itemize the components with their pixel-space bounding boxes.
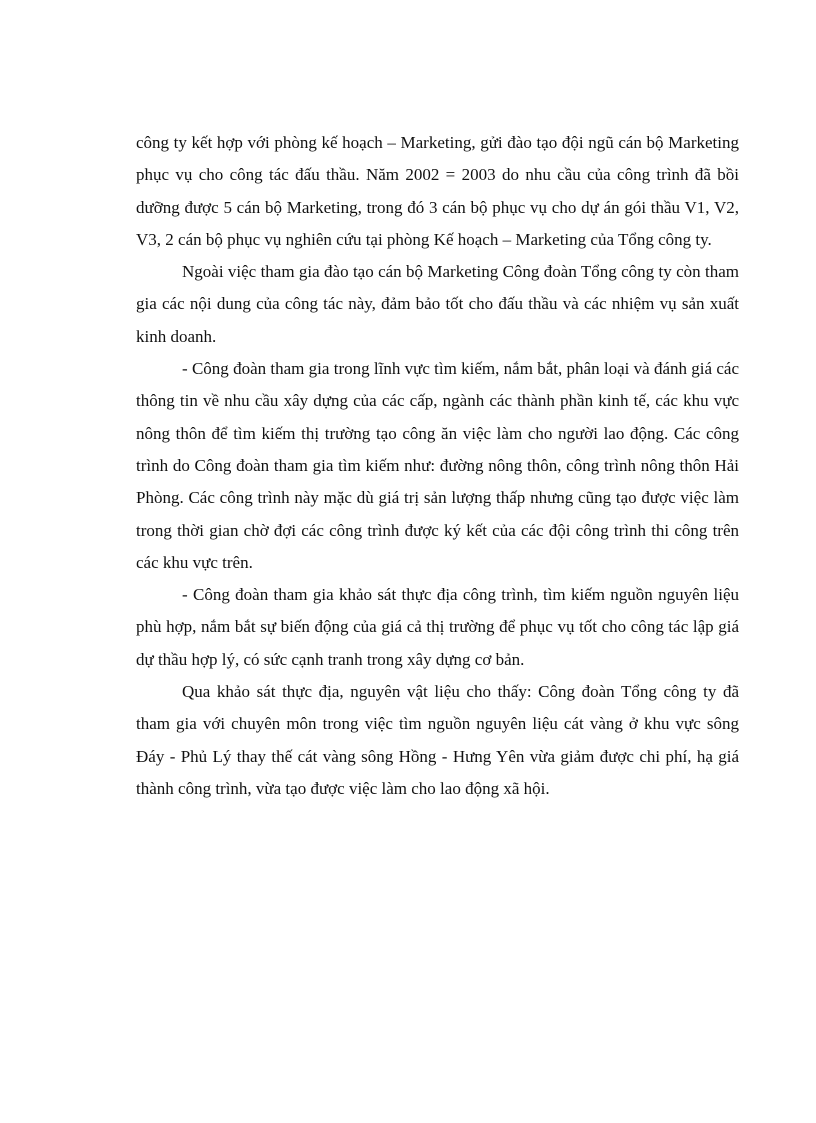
paragraph-site-survey: - Công đoàn tham gia khảo sát thực địa công trình, tìm kiếm nguồn nguyên liệu phù hợp, nắm bắt sự biến động của giá cả thị trường để phục vụ tốt cho công tác lập giá dự thầu hợp lý, có sức cạnh tranh trong xây dựng cơ bản. [136,585,739,669]
paragraph-market-search: - Công đoàn tham gia trong lĩnh vực tìm kiếm, nắm bắt, phân loại và đánh giá các thông tin về nhu cầu xây dựng của các cấp, ngành các thành phần kinh tế, các khu vực nông thôn để tìm kiếm thị trường tạo công ăn việc làm cho người lao động. Các công trình do Công đoàn tham gia tìm kiếm như: đường nông thôn, công trình nông thôn Hải Phòng. Các công trình này mặc dù giá trị sản lượng thấp nhưng cũng tạo được việc làm trong thời gian chờ đợi các công trình được ký kết của các đội công trình thi công trên các khu vực trên. [136,359,739,572]
paragraph-materials: Qua khảo sát thực địa, nguyên vật liệu cho thấy: Công đoàn Tổng công ty đã tham gia với chuyên môn trong việc tìm nguồn nguyên liệu cát vàng ở khu vực sông Đáy - Phủ Lý thay thế cát vàng sông Hồng - Hưng Yên vừa giảm được chi phí, hạ giá thành công trình, vừa tạo được việc làm cho lao động xã hội. [136,682,739,798]
paragraph-training: Ngoài việc tham gia đào tạo cán bộ Marketing Công đoàn Tổng công ty còn tham gia các nội dung của công tác này, đảm bảo tốt cho đấu thầu và các nhiệm vụ sản xuất kinh doanh. [136,262,739,346]
paragraph-continuation: công ty kết hợp với phòng kế hoạch – Marketing, gửi đào tạo đội ngũ cán bộ Marketing phục vụ cho công tác đấu thầu. Năm 2002 = 2003 do nhu cầu của công trình đã bồi dưỡng được 5 cán bộ Marketing, trong đó 3 cán bộ phục vụ cho dự án gói thầu V1, V2, V3, 2 cán bộ phục vụ nghiên cứu tại phòng Kế hoạch – Marketing của Tổng công ty. [136,133,739,249]
document-body [136,127,739,805]
